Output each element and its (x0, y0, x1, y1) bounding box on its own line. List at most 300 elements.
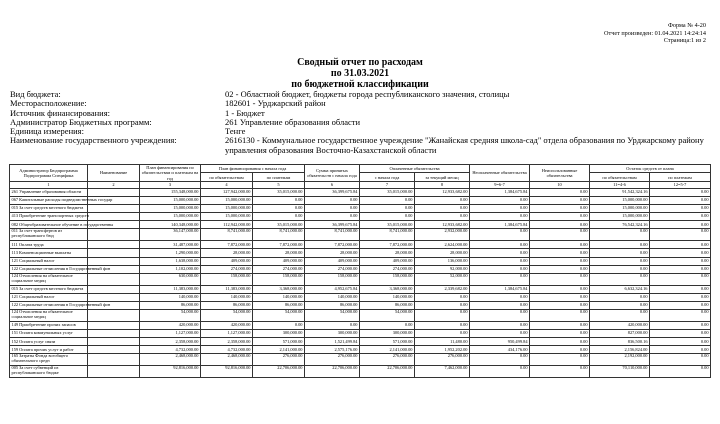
row-value: 3,368,000.00 (360, 285, 415, 293)
row-value: 127,942,000.00 (201, 188, 253, 196)
row-value: 0.00 (650, 322, 711, 330)
header-remainder: Остаток средств от плана (590, 165, 711, 173)
row-value: 0.00 (650, 301, 711, 309)
meta-row (10, 99, 710, 108)
row-value: 0.00 (650, 196, 711, 204)
row-value: 276,000.00 (253, 354, 305, 366)
row-value: 0.00 (253, 196, 305, 204)
row-name (88, 354, 140, 366)
row-value: 92,816,000.00 (140, 366, 201, 378)
report-title (0, 58, 720, 90)
table-row (10, 346, 711, 354)
row-value: 0.00 (590, 249, 650, 257)
row-value: 0.00 (530, 322, 590, 330)
row-value: 1,521,499.84 (305, 338, 360, 346)
header-paid-month: за текущий месяц (415, 173, 470, 181)
column-number: 11=4-6 (590, 181, 650, 188)
header-remainder-payments: по платежам (650, 173, 711, 181)
header-paid-start: с начала года (360, 173, 415, 181)
meta-label: Администратор Бюджетных программ: (10, 116, 152, 127)
row-value: 15,000,000.00 (140, 213, 201, 221)
table-row (10, 213, 711, 221)
row-name (88, 330, 140, 338)
row-value: 11,383,000.00 (140, 285, 201, 293)
table-row (10, 338, 711, 346)
row-value: 0.00 (305, 196, 360, 204)
table-row (10, 241, 711, 249)
row-value: 0.00 (530, 265, 590, 273)
row-value: 0.00 (590, 257, 650, 265)
row-value: 158,000.00 (201, 273, 253, 285)
row-value: 276,000.00 (415, 354, 470, 366)
row-value: 140,000.00 (201, 293, 253, 301)
row-value: 0.00 (360, 196, 415, 204)
row-value: 571,000.00 (360, 338, 415, 346)
row-value: 409,000.00 (201, 257, 253, 265)
row-code: 122 Социальные отчисления в Государственный фон (10, 265, 88, 273)
table-row (10, 188, 711, 196)
row-value: 0.00 (415, 322, 470, 330)
row-value: 54,000.00 (140, 310, 201, 322)
row-value: 0.00 (530, 213, 590, 221)
row-value: 15,000,000.00 (140, 196, 201, 204)
row-value: 2,575,176.00 (305, 346, 360, 354)
row-value: 2,358,000.00 (140, 338, 201, 346)
header-admin: Администратор Бюдпрограмма Подпрограмма Специфика (10, 165, 88, 182)
row-value: 0.00 (530, 205, 590, 213)
row-value: 0.00 (590, 293, 650, 301)
row-value: 0.00 (470, 322, 530, 330)
meta-value: 261 Управление образования области (225, 116, 361, 127)
row-value: 15,000,000.00 (201, 213, 253, 221)
row-value: 22,706,000.00 (360, 366, 415, 378)
table-row (10, 221, 711, 229)
table-row (10, 257, 711, 265)
row-value: 28,000.00 (415, 249, 470, 257)
row-value: 4,952,675.84 (305, 285, 360, 293)
row-code: 111 Оплата труда (10, 241, 88, 249)
row-code: 082 Общеобразовательное обучение в государственны (10, 221, 88, 229)
row-code: 413 Приобретение транспортных средств (10, 213, 88, 221)
row-value: 1,638,000.00 (140, 257, 201, 265)
column-number: 5 (253, 181, 305, 188)
row-value: 76,542,324.16 (590, 221, 650, 229)
header-plan-from-start: План финансирования с начала года (201, 165, 305, 173)
header-plan-obligations: по обязательствам (201, 173, 253, 181)
row-value: 827,000.00 (590, 330, 650, 338)
row-name (88, 205, 140, 213)
row-value: 28,000.00 (201, 249, 253, 257)
row-value: 0.00 (650, 265, 711, 273)
row-value: 0.00 (530, 330, 590, 338)
row-value: 276,000.00 (360, 354, 415, 366)
row-value: 4,732,000.00 (201, 346, 253, 354)
row-value: 4,732,000.00 (140, 346, 201, 354)
row-value: 0.00 (360, 322, 415, 330)
meta-value: Тенге (225, 126, 246, 137)
table-row (10, 354, 711, 366)
row-value: 0.00 (650, 338, 711, 346)
row-value: 0.00 (470, 249, 530, 257)
row-value: 300,000.00 (305, 330, 360, 338)
row-code: 015 За счет средств местного бюджета (10, 285, 88, 293)
row-value: 0.00 (530, 196, 590, 204)
row-value: 28,000.00 (360, 249, 415, 257)
row-value: 28,000.00 (305, 249, 360, 257)
row-value: 52,000.00 (415, 273, 470, 285)
row-value: 7,872,000.00 (253, 241, 305, 249)
row-value: 274,000.00 (305, 265, 360, 273)
table-row (10, 322, 711, 330)
row-value: 0.00 (470, 265, 530, 273)
row-value: 2,156,824.00 (590, 346, 650, 354)
table-row (10, 366, 711, 378)
row-name (88, 273, 140, 285)
table-row (10, 196, 711, 204)
row-value: 86,000.00 (253, 301, 305, 309)
header-paid: Оплаченные обязательства (360, 165, 470, 173)
row-value: 158,000.00 (360, 273, 415, 285)
row-value: 0.00 (530, 249, 590, 257)
row-value: 140,000.00 (253, 293, 305, 301)
row-name (88, 293, 140, 301)
row-value: 86,000.00 (305, 301, 360, 309)
row-value: 0.00 (650, 257, 711, 265)
meta-label: Единица измерения: (10, 126, 84, 137)
meta-value: 2616130 - Коммунальное государственное учреждение "Жанайская средняя школа-сад" отдела образования по Урджарскому району управления образования Восточно-Казахстанской области (225, 135, 704, 155)
row-value: 571,000.00 (253, 338, 305, 346)
column-number: 12=5-7 (650, 181, 711, 188)
row-value: 0.00 (470, 354, 530, 366)
row-name (88, 249, 140, 257)
row-value: 0.00 (530, 354, 590, 366)
row-value: 86,000.00 (201, 301, 253, 309)
row-name (88, 229, 140, 241)
row-value: 0.00 (470, 229, 530, 241)
row-value: 1,127,000.00 (140, 330, 201, 338)
row-value: 11,383,000.00 (201, 285, 253, 293)
row-value: 2,358,000.00 (201, 338, 253, 346)
row-value: 0.00 (360, 213, 415, 221)
row-value: 0.00 (650, 213, 711, 221)
row-value: 0.00 (305, 205, 360, 213)
meta-row (10, 90, 710, 99)
row-value: 15,000,000.00 (590, 213, 650, 221)
report-produced: Отчет произведен: 01.04.2021 14:24:14 (604, 29, 706, 37)
row-code: 121 Социальный налог (10, 257, 88, 265)
row-value: 35,015,000.00 (360, 221, 415, 229)
row-value: 0.00 (650, 354, 711, 366)
row-value: 0.00 (530, 229, 590, 241)
row-value: 15,000,000.00 (201, 196, 253, 204)
row-value: 2,468,000.00 (201, 354, 253, 366)
row-name (88, 322, 140, 330)
row-value: 0.00 (305, 322, 360, 330)
row-value: 15,000,000.00 (140, 205, 201, 213)
form-number: Форма № 4-20 (668, 22, 706, 29)
row-value: 274,000.00 (360, 265, 415, 273)
row-value: 0.00 (650, 273, 711, 285)
row-value: 22,706,000.00 (305, 366, 360, 378)
row-value: 409,000.00 (360, 257, 415, 265)
row-value: 0.00 (415, 205, 470, 213)
table-body (10, 188, 711, 378)
row-value: 92,816,000.00 (201, 366, 253, 378)
meta-value: 182601 - Урджарский район (225, 98, 326, 109)
table-row (10, 273, 711, 285)
row-value: 0.00 (415, 213, 470, 221)
row-value: 0.00 (650, 293, 711, 301)
row-value: 86,000.00 (140, 301, 201, 309)
header-accepted: Сумма принятых обязательств с начала года (305, 165, 360, 182)
column-number: 7 (360, 181, 415, 188)
row-value: 92,000.00 (415, 265, 470, 273)
row-value: 0.00 (650, 229, 711, 241)
row-value: 0.00 (415, 330, 470, 338)
row-value: 54,000.00 (305, 310, 360, 322)
row-code: 261 Управление образования области (10, 188, 88, 196)
page-counter: Страница:1 из 2 (663, 37, 706, 45)
row-value: 434,176.00 (470, 346, 530, 354)
table-row (10, 310, 711, 322)
meta-row (10, 136, 710, 155)
report-meta (10, 90, 710, 155)
row-value: 158,000.00 (253, 273, 305, 285)
row-value: 420,000.00 (140, 322, 201, 330)
row-name (88, 366, 140, 378)
row-value: 140,348,000.00 (140, 221, 201, 229)
row-value: 274,000.00 (253, 265, 305, 273)
row-value: 0.00 (650, 285, 711, 293)
row-value: 0.00 (470, 257, 530, 265)
row-value: 112,942,000.00 (201, 221, 253, 229)
row-value: 54,000.00 (201, 310, 253, 322)
row-value: 158,000.00 (305, 273, 360, 285)
row-value: 8,741,000.00 (253, 229, 305, 241)
row-code: 151 Оплата коммунальных услуг (10, 330, 88, 338)
header-name: Наименование (88, 165, 140, 182)
row-value: 0.00 (415, 196, 470, 204)
row-value: 0.00 (530, 366, 590, 378)
row-value: 0.00 (650, 221, 711, 229)
row-value: 300,000.00 (253, 330, 305, 338)
meta-label: Вид бюджета: (10, 89, 61, 99)
title-line-2: по 31.03.2021 (330, 67, 390, 79)
row-code: 005 За счет субвенций из республиканского бюдже (10, 366, 88, 378)
row-value: 1,384,675.84 (470, 188, 530, 196)
row-value: 0.00 (590, 229, 650, 241)
row-value: 420,000.00 (590, 322, 650, 330)
row-value: 15,000,000.00 (590, 196, 650, 204)
row-value: 1,384,675.84 (470, 221, 530, 229)
row-value: 0.00 (470, 213, 530, 221)
row-value: 140,000.00 (140, 293, 201, 301)
row-value: 0.00 (650, 241, 711, 249)
row-value: 0.00 (253, 205, 305, 213)
table-row (10, 293, 711, 301)
row-value: 3,368,000.00 (253, 285, 305, 293)
row-value: 0.00 (650, 346, 711, 354)
row-value: 2,624,000.00 (415, 241, 470, 249)
row-value: 2,468,000.00 (140, 354, 201, 366)
row-value: 31,487,000.00 (140, 241, 201, 249)
row-value: 2,141,000.00 (360, 346, 415, 354)
meta-value: 1 - Бюджет (225, 107, 265, 118)
row-value: 36,399,675.84 (305, 188, 360, 196)
row-name (88, 241, 140, 249)
table-row (10, 229, 711, 241)
row-value: 0.00 (530, 188, 590, 196)
row-value: 1,290,000.00 (140, 249, 201, 257)
column-number: 3 (140, 181, 201, 188)
row-value: 0.00 (470, 241, 530, 249)
row-value: 0.00 (415, 301, 470, 309)
row-value: 15,000,000.00 (201, 205, 253, 213)
column-number: 8 (415, 181, 470, 188)
meta-label: Месторасположение: (10, 98, 87, 109)
row-code: 124 Отчисления на обязательное социальное медиц (10, 310, 88, 322)
row-value: 0.00 (590, 265, 650, 273)
table-row (10, 205, 711, 213)
title-line-1: Сводный отчет по расходам (297, 57, 423, 68)
row-code: 015 За счет средств местного бюджета (10, 205, 88, 213)
row-value: 7,872,000.00 (305, 241, 360, 249)
table-row (10, 330, 711, 338)
row-value: 409,000.00 (305, 257, 360, 265)
row-value: 0.00 (253, 213, 305, 221)
row-value: 2,141,000.00 (253, 346, 305, 354)
row-value: 12,933,682.00 (415, 221, 470, 229)
row-value: 0.00 (590, 301, 650, 309)
header-unpaid: Неоплаченные обязательства (470, 165, 530, 182)
row-value: 0.00 (530, 310, 590, 322)
row-value: 950,499.84 (470, 338, 530, 346)
row-name (88, 310, 140, 322)
header-unused: Неиспользованные обязательства (530, 165, 590, 182)
row-value: 155,348,000.00 (140, 188, 201, 196)
row-value: 54,000.00 (360, 310, 415, 322)
row-value: 11,480.00 (415, 338, 470, 346)
row-value: 7,872,000.00 (360, 241, 415, 249)
row-name (88, 213, 140, 221)
row-value: 0.00 (470, 301, 530, 309)
row-value: 0.00 (415, 310, 470, 322)
header-remainder-obligations: по обязательствам (590, 173, 650, 181)
column-number: 6 (305, 181, 360, 188)
title-line-3: по бюджетной классификации (291, 78, 429, 90)
row-value: 7,462,000.00 (415, 366, 470, 378)
meta-label: Источник финансирования: (10, 107, 110, 118)
row-value: 0.00 (253, 322, 305, 330)
row-value: 86,000.00 (360, 301, 415, 309)
row-value: 8,741,000.00 (360, 229, 415, 241)
row-value: 274,000.00 (201, 265, 253, 273)
row-value: 140,000.00 (305, 293, 360, 301)
row-code: 113 Компенсационные выплаты (10, 249, 88, 257)
row-value: 0.00 (530, 301, 590, 309)
row-value: 0.00 (470, 310, 530, 322)
row-value: 0.00 (470, 205, 530, 213)
row-code: 159 Оплата прочих услуг и работ (10, 346, 88, 354)
row-value: 0.00 (650, 366, 711, 378)
expense-table (9, 164, 711, 378)
row-code: 122 Социальные отчисления в Государственный фон (10, 301, 88, 309)
row-value: 0.00 (530, 285, 590, 293)
row-name (88, 338, 140, 346)
row-value: 0.00 (650, 310, 711, 322)
row-code: 121 Социальный налог (10, 293, 88, 301)
row-value: 54,000.00 (253, 310, 305, 322)
row-code: 067 Капитальные расходы подведомственных государ (10, 196, 88, 204)
row-value: 35,015,000.00 (253, 188, 305, 196)
row-value: 22,706,000.00 (253, 366, 305, 378)
row-value: 0.00 (590, 273, 650, 285)
column-number: 9=6-7 (470, 181, 530, 188)
row-value: 7,872,000.00 (201, 241, 253, 249)
row-value: 0.00 (305, 213, 360, 221)
row-value: 0.00 (530, 346, 590, 354)
row-value: 0.00 (590, 310, 650, 322)
row-code: 124 Отчисления на обязательное социальное медиц (10, 273, 88, 285)
row-value: 0.00 (530, 221, 590, 229)
row-value: 0.00 (530, 241, 590, 249)
row-code: 165 Затраты Фонда всеобщего обязательного средн (10, 354, 88, 366)
row-value: 1,384,675.84 (470, 285, 530, 293)
row-value: 0.00 (650, 188, 711, 196)
row-value: 2,339,682.00 (415, 285, 470, 293)
row-value: 36,399,675.84 (305, 221, 360, 229)
row-value: 0.00 (530, 293, 590, 301)
row-value: 12,933,682.00 (415, 188, 470, 196)
row-value: 276,000.00 (305, 354, 360, 366)
row-value: 0.00 (650, 249, 711, 257)
row-value: 35,015,000.00 (253, 221, 305, 229)
row-value: 70,110,000.00 (590, 366, 650, 378)
column-number: 4 (201, 181, 253, 188)
row-value: 2,932,000.00 (415, 229, 470, 241)
row-value: 0.00 (590, 241, 650, 249)
row-code: 152 Оплата услуг связи (10, 338, 88, 346)
meta-value: 02 - Областной бюджет, бюджеты города республиканского значения, столицы (225, 89, 510, 99)
row-name (88, 257, 140, 265)
row-value: 36,147,000.00 (140, 229, 201, 241)
row-name (88, 188, 140, 196)
row-value: 420,000.00 (201, 322, 253, 330)
header-plan: План финансирования по обязательствам и платежам на год (140, 165, 201, 182)
row-value: 8,741,000.00 (305, 229, 360, 241)
row-value: 0.00 (530, 273, 590, 285)
row-value: 0.00 (470, 366, 530, 378)
row-value: 409,000.00 (253, 257, 305, 265)
row-value: 0.00 (470, 293, 530, 301)
row-value: 0.00 (530, 338, 590, 346)
row-value: 15,000,000.00 (590, 205, 650, 213)
row-value: 836,500.16 (590, 338, 650, 346)
row-value: 630,000.00 (140, 273, 201, 285)
row-value: 140,000.00 (360, 293, 415, 301)
row-value: 1,127,000.00 (201, 330, 253, 338)
row-value: 91,542,324.16 (590, 188, 650, 196)
table-row (10, 285, 711, 293)
column-number: 10 (530, 181, 590, 188)
table-row (10, 249, 711, 257)
row-value: 8,741,000.00 (201, 229, 253, 241)
row-value: 136,000.00 (415, 257, 470, 265)
row-value: 28,000.00 (253, 249, 305, 257)
column-number: 1 (10, 181, 88, 188)
row-code: 149 Приобретение прочих запасов (10, 322, 88, 330)
row-value: 35,015,000.00 (360, 188, 415, 196)
